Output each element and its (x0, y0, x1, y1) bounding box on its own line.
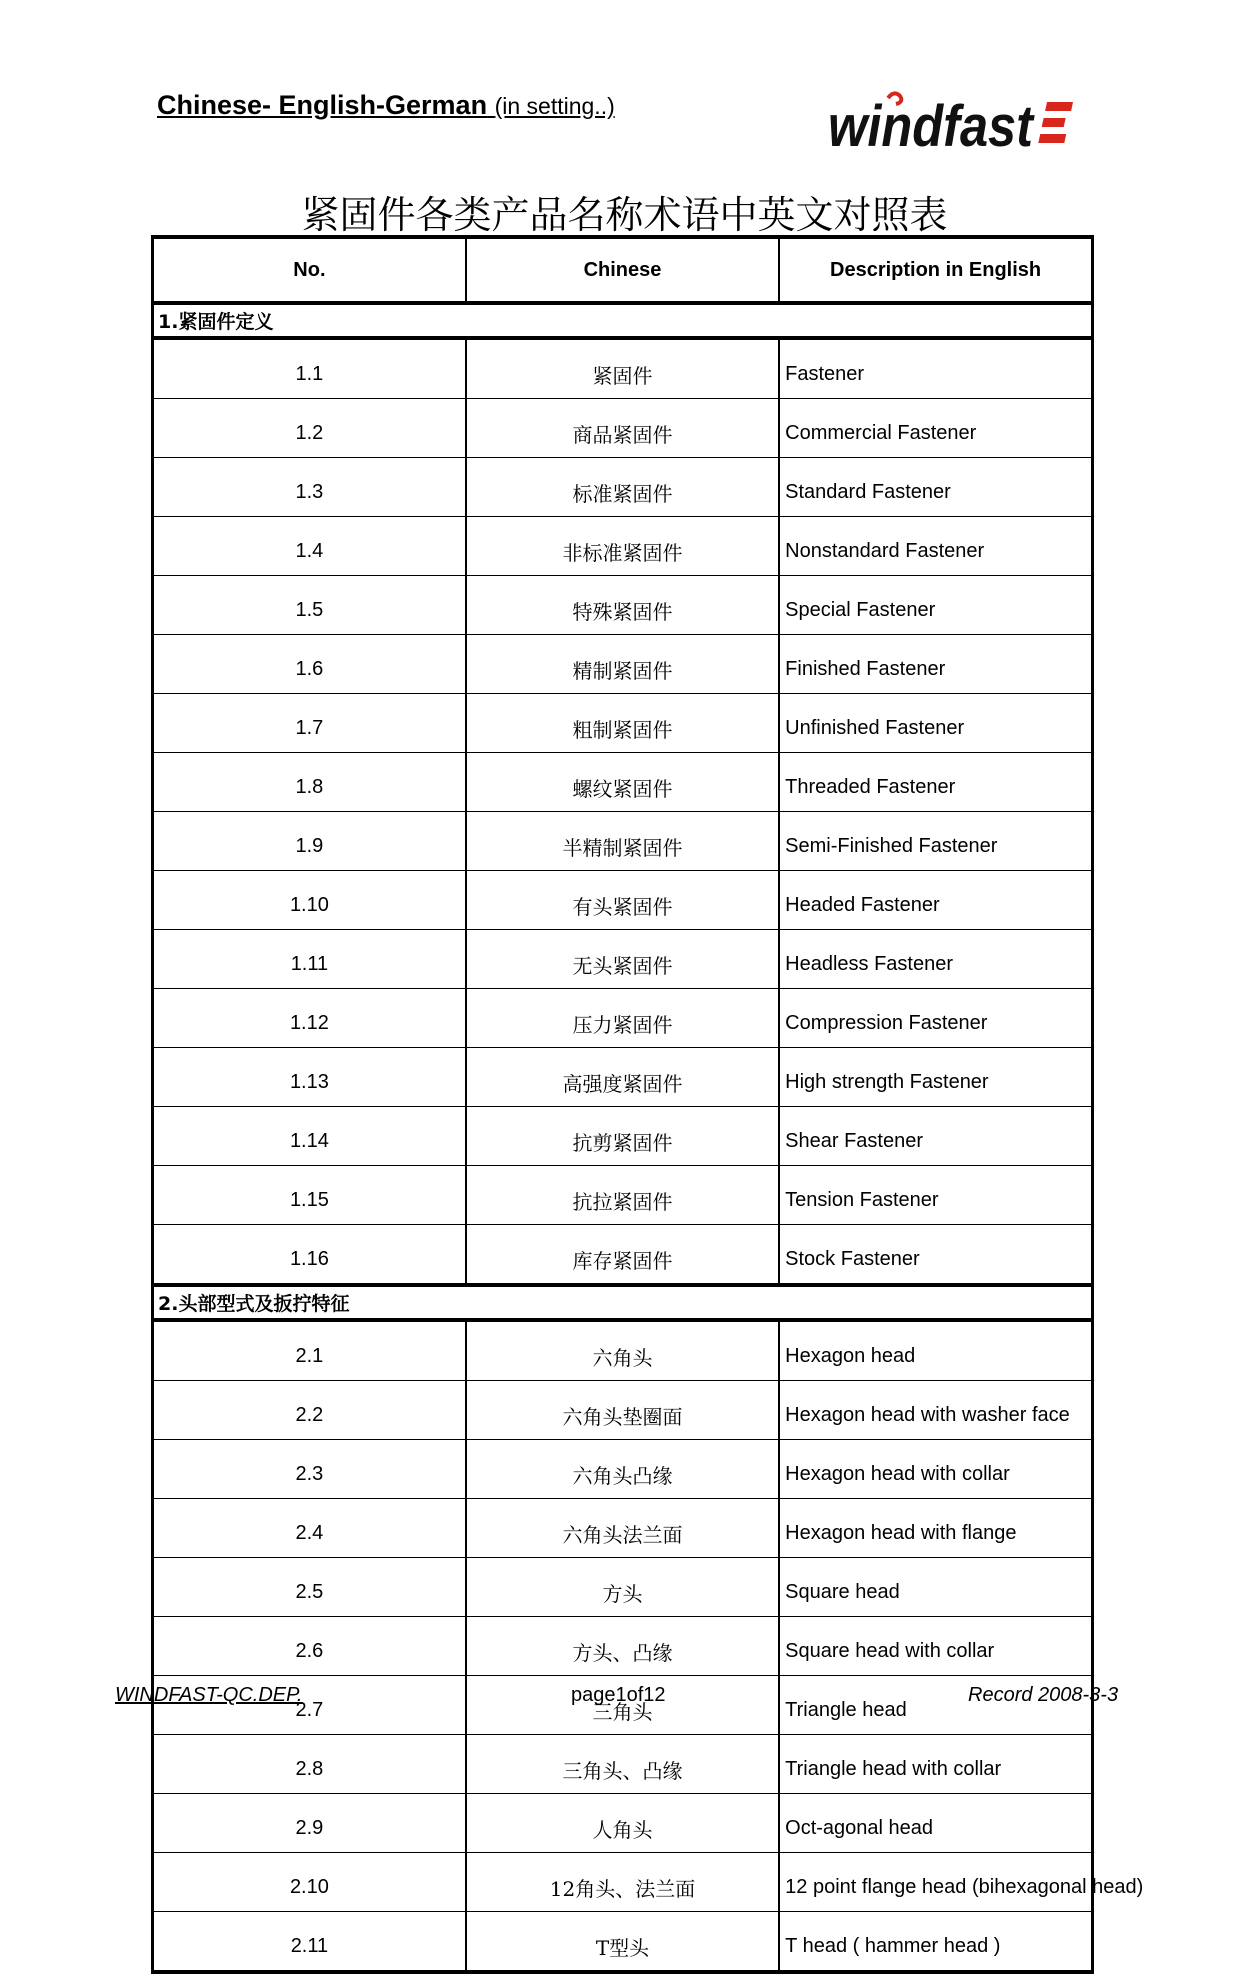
cell-number: 2.1 (153, 1320, 466, 1381)
table-row (153, 1166, 1093, 1225)
table-row (153, 1440, 1093, 1499)
cell-english: Headed Fastener (779, 871, 1092, 930)
cell-number: 1.11 (153, 930, 466, 989)
cell-english: Semi-Finished Fastener (779, 812, 1092, 871)
cell-english: Threaded Fastener (779, 753, 1092, 812)
cell-number: 1.5 (153, 576, 466, 635)
cell-number: 1.7 (153, 694, 466, 753)
table-row (153, 989, 1093, 1048)
cell-chinese: 标准紧固件 (466, 458, 779, 517)
cell-chinese: 压力紧固件 (466, 989, 779, 1048)
cell-number: 1.1 (153, 338, 466, 399)
table-row (153, 517, 1093, 576)
cell-chinese: 三角头 (466, 1676, 779, 1735)
cell-english: Hexagon head with washer face (779, 1381, 1092, 1440)
table-row (153, 871, 1093, 930)
cell-chinese: 12角头、法兰面 (466, 1853, 779, 1912)
cell-number: 1.10 (153, 871, 466, 930)
windfast-logo (828, 88, 1078, 160)
cell-number: 2.7 (153, 1676, 466, 1735)
table-row (153, 753, 1093, 812)
cell-english: Square head (779, 1558, 1092, 1617)
logo-text: windfast (828, 94, 1036, 159)
cell-number: 1.9 (153, 812, 466, 871)
cell-english: Triangle head with collar (779, 1735, 1092, 1794)
cell-number: 1.16 (153, 1225, 466, 1286)
cell-number: 1.3 (153, 458, 466, 517)
cell-number: 2.4 (153, 1499, 466, 1558)
header-title-sub: (in setting..) (494, 93, 615, 119)
table-row (153, 576, 1093, 635)
cell-chinese: 六角头凸缘 (466, 1440, 779, 1499)
cell-chinese: 精制紧固件 (466, 635, 779, 694)
cell-english: Square head with collar (779, 1617, 1092, 1676)
cell-chinese: 非标准紧固件 (466, 517, 779, 576)
cell-chinese: 抗拉紧固件 (466, 1166, 779, 1225)
cell-number: 2.6 (153, 1617, 466, 1676)
cell-number: 2.10 (153, 1853, 466, 1912)
section-header-row (153, 1285, 1093, 1320)
column-header-chinese: Chinese (466, 237, 779, 303)
cell-english: Hexagon head with collar (779, 1440, 1092, 1499)
column-header-no: No. (153, 237, 466, 303)
cell-english: Triangle head (779, 1676, 1092, 1735)
cell-chinese: 高强度紧固件 (466, 1048, 779, 1107)
document-title: 紧固件各类产品名称术语中英文对照表 (301, 193, 948, 237)
table-row (153, 1499, 1093, 1558)
table-row (153, 338, 1093, 399)
table-row (153, 1794, 1093, 1853)
terms-table (151, 235, 1144, 1974)
table-row (153, 930, 1093, 989)
cell-number: 1.14 (153, 1107, 466, 1166)
cell-number: 1.15 (153, 1166, 466, 1225)
cell-chinese: 特殊紧固件 (466, 576, 779, 635)
table-row (153, 458, 1093, 517)
cell-chinese: 六角头 (466, 1320, 779, 1381)
cell-number: 1.4 (153, 517, 466, 576)
cell-number: 2.9 (153, 1794, 466, 1853)
cell-english: Shear Fastener (779, 1107, 1092, 1166)
table-row (153, 1107, 1093, 1166)
cell-chinese: 三角头、凸缘 (466, 1735, 779, 1794)
cell-english: Hexagon head with flange (779, 1499, 1092, 1558)
cell-english: Tension Fastener (779, 1166, 1092, 1225)
cell-number: 1.13 (153, 1048, 466, 1107)
cell-chinese: 六角头法兰面 (466, 1499, 779, 1558)
table-row (153, 694, 1093, 753)
cell-english: Special Fastener (779, 576, 1092, 635)
cell-english: Oct-agonal head (779, 1794, 1092, 1853)
cell-english: Unfinished Fastener (779, 694, 1092, 753)
cell-english: Fastener (779, 338, 1092, 399)
table-row (153, 812, 1093, 871)
cell-number: 2.8 (153, 1735, 466, 1794)
cell-number: 2.3 (153, 1440, 466, 1499)
table-header-row (153, 237, 1093, 303)
cell-chinese: 有头紧固件 (466, 871, 779, 930)
cell-english: High strength Fastener (779, 1048, 1092, 1107)
table-row (153, 399, 1093, 458)
cell-chinese: 方头 (466, 1558, 779, 1617)
footer-record-date: Record 2008-3-3 (968, 1684, 1119, 1706)
cell-chinese: 半精制紧固件 (466, 812, 779, 871)
cell-english: Hexagon head (779, 1320, 1092, 1381)
cell-number: 1.2 (153, 399, 466, 458)
table-row (153, 1048, 1093, 1107)
table-row (153, 1320, 1093, 1381)
cell-chinese: 商品紧固件 (466, 399, 779, 458)
table-row (153, 1381, 1093, 1440)
table-row (153, 635, 1093, 694)
cell-english: 12 point flange head (bihexagonal head) (779, 1853, 1092, 1912)
cell-english: Standard Fastener (779, 458, 1092, 517)
cell-english: Stock Fastener (779, 1225, 1092, 1286)
cell-number: 1.12 (153, 989, 466, 1048)
cell-number: 1.8 (153, 753, 466, 812)
footer-page-number: page1of12 (571, 1684, 666, 1706)
section-title: 1.紧固件定义 (153, 303, 1093, 338)
cell-english: Commercial Fastener (779, 399, 1092, 458)
table-row (153, 1853, 1093, 1912)
cell-chinese: 螺纹紧固件 (466, 753, 779, 812)
table-row (153, 1735, 1093, 1794)
cell-chinese: 粗制紧固件 (466, 694, 779, 753)
table-row (153, 1617, 1093, 1676)
cell-number: 2.11 (153, 1912, 466, 1973)
column-header-english: Description in English (779, 237, 1092, 303)
terms-table-body (153, 237, 1144, 1972)
cell-number: 2.5 (153, 1558, 466, 1617)
cell-english: Headless Fastener (779, 930, 1092, 989)
footer-department: WINDFAST-QC.DEP. (115, 1684, 303, 1706)
cell-english: T head ( hammer head ) (779, 1912, 1092, 1973)
cell-english: Compression Fastener (779, 989, 1092, 1048)
table-row (153, 1912, 1093, 1973)
cell-chinese: 无头紧固件 (466, 930, 779, 989)
cell-chinese: 抗剪紧固件 (466, 1107, 779, 1166)
cell-chinese: T型头 (466, 1912, 779, 1973)
cell-chinese: 人角头 (466, 1794, 779, 1853)
table-row (153, 1225, 1093, 1286)
cell-english: Nonstandard Fastener (779, 517, 1092, 576)
table-row (153, 1558, 1093, 1617)
header-title-main: Chinese- English-German (157, 90, 488, 120)
cell-chinese: 六角头垫圈面 (466, 1381, 779, 1440)
cell-chinese: 方头、凸缘 (466, 1617, 779, 1676)
cell-number: 2.2 (153, 1381, 466, 1440)
header-title (157, 90, 615, 121)
section-header-row (153, 303, 1093, 338)
cell-chinese: 库存紧固件 (466, 1225, 779, 1286)
cell-chinese: 紧固件 (466, 338, 779, 399)
cell-english: Finished Fastener (779, 635, 1092, 694)
section-title: 2.头部型式及扳拧特征 (153, 1285, 1093, 1320)
cell-number: 1.6 (153, 635, 466, 694)
